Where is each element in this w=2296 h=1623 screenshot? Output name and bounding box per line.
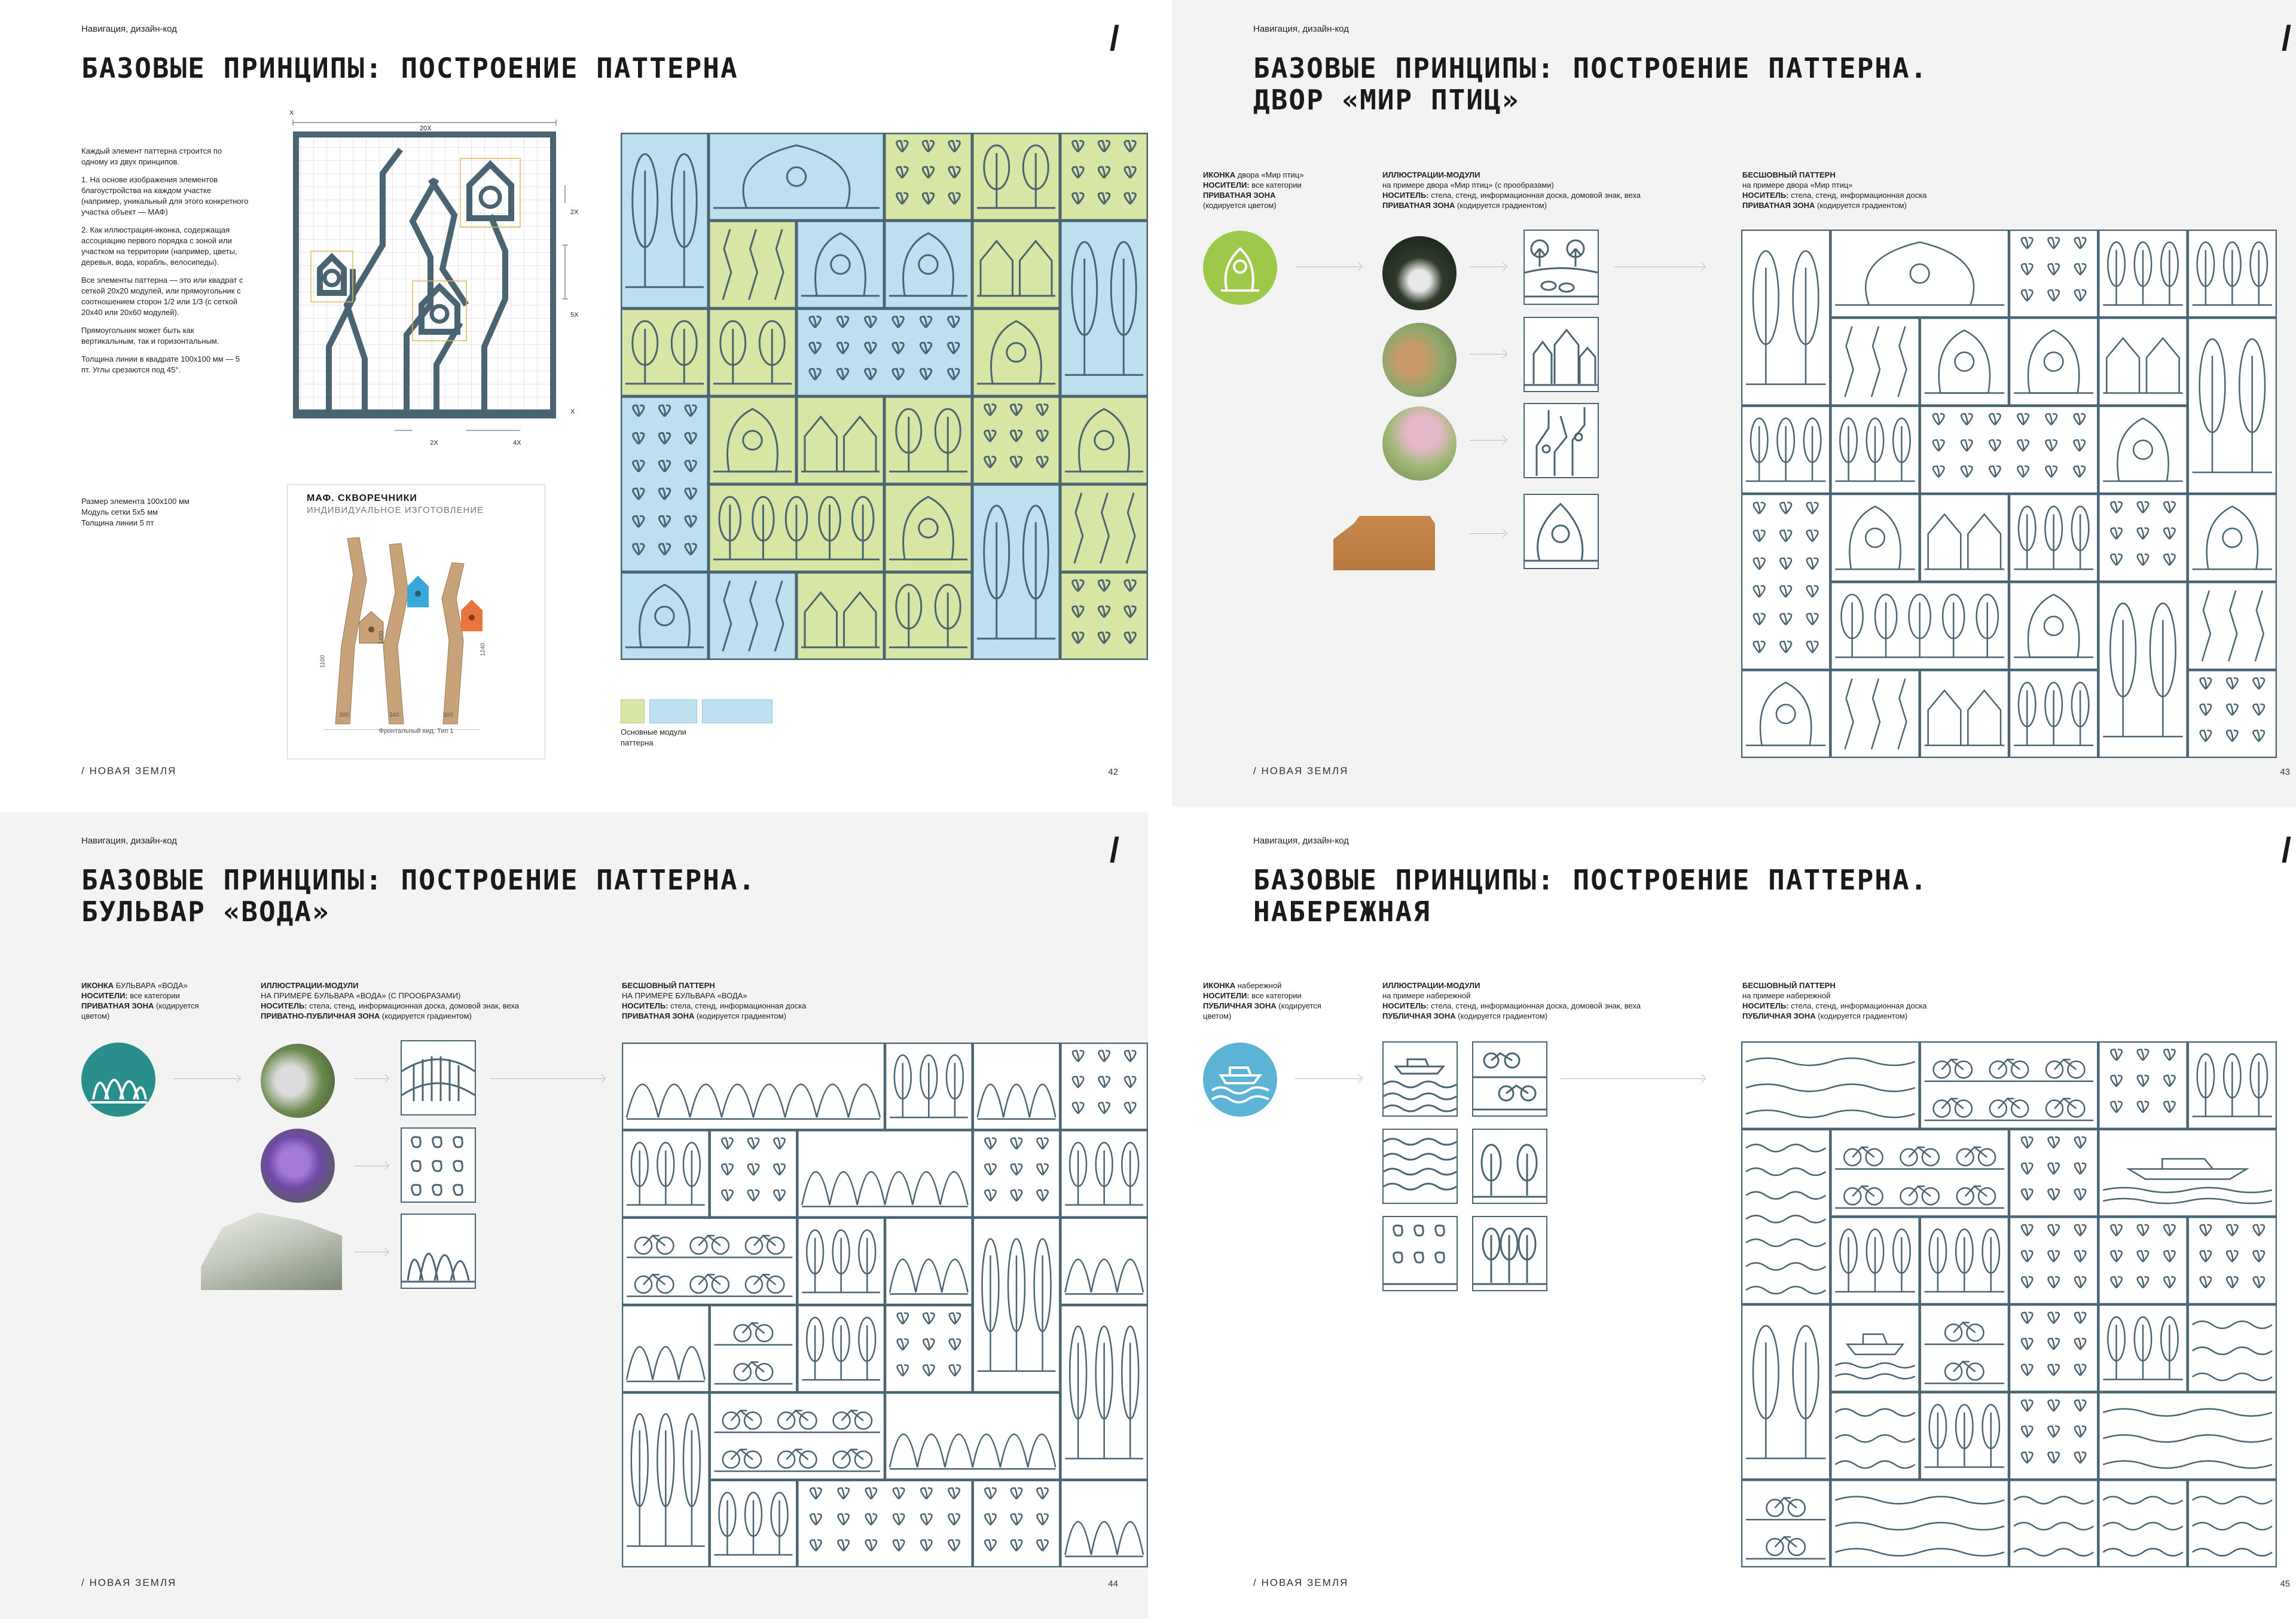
- caption-key: НОСИТЕЛЬ:: [1742, 1001, 1789, 1010]
- pattern-tile-waves: [1742, 1042, 1919, 1129]
- pattern-tile-hills: [886, 1218, 972, 1304]
- pattern-tile-waves: [1831, 1480, 2008, 1567]
- page-title: БАЗОВЫЕ ПРИНЦИПЫ: ПОСТРОЕНИЕ ПАТТЕРНА. НАБЕРЕЖНАЯ: [1253, 864, 1928, 928]
- pattern-tile-houses: [1921, 671, 2008, 757]
- pattern-tile-leaves: [2099, 1042, 2187, 1129]
- module-tile: [1382, 1216, 1458, 1291]
- maf-dim-1240: 1240: [480, 643, 487, 656]
- pattern-tile-egg: [2188, 494, 2276, 581]
- pattern-tile-leaves: [973, 1130, 1060, 1217]
- modules-caption: [261, 980, 596, 1021]
- pattern-tile-leaves: [2188, 671, 2276, 757]
- pattern-tile-trees: [2010, 671, 2097, 757]
- pattern-tile-leaves: [2099, 1217, 2187, 1304]
- pattern-tile-leaves: [2099, 494, 2187, 581]
- pattern-tile-poles: [1061, 485, 1147, 571]
- caption-key: ИЛЛЮСТРАЦИИ-МОДУЛИ: [1382, 981, 1480, 990]
- caption-key: ПРИВАТНАЯ ЗОНА: [1742, 201, 1815, 210]
- page-number: 45: [2280, 1579, 2290, 1589]
- pattern-tile-leaves: [1061, 133, 1147, 220]
- pattern-tile-egg: [885, 485, 972, 571]
- pattern-tile-leaves: [973, 397, 1060, 484]
- pattern-tile-leaves: [1921, 406, 2098, 493]
- modules-caption: [1382, 980, 1717, 1021]
- pattern-tile-trees: [798, 1218, 884, 1304]
- pattern-tile-trees: [1061, 1306, 1147, 1480]
- arrow: [1470, 533, 1506, 534]
- pattern-tile-egg: [2010, 318, 2097, 405]
- pattern-tile-egg: [973, 309, 1060, 396]
- pattern-tile-leaves: [1061, 573, 1147, 659]
- module-tile: [1523, 230, 1599, 305]
- pattern-tile-trees: [1061, 1130, 1147, 1217]
- icon-caption: [81, 980, 225, 1021]
- birds-icon: [1203, 231, 1277, 305]
- caption-text: (кодируется градиентом): [1458, 1011, 1548, 1020]
- dim-2x: 2X: [570, 209, 579, 216]
- pattern-tile-trees: [886, 1043, 972, 1129]
- pattern-tile-poles: [1831, 318, 1919, 405]
- photo-4: [1333, 493, 1435, 570]
- module-tile: [401, 1214, 476, 1289]
- pattern-tile-hills: [1061, 1481, 1147, 1567]
- pattern-tile-egg: [797, 221, 884, 308]
- arrow: [490, 1078, 604, 1079]
- pattern-tile-leaves: [1742, 494, 1830, 670]
- caption-text: НА ПРИМЕРЕ БУЛЬВАРА «ВОДА» (С ПРООБРАЗАМИ): [261, 991, 461, 1000]
- caption-key: НОСИТЕЛЬ:: [261, 1001, 307, 1010]
- caption-key: НОСИТЕЛЬ:: [622, 1001, 668, 1010]
- page-title: БАЗОВЫЕ ПРИНЦИПЫ: ПОСТРОЕНИЕ ПАТТЕРНА. ДВОР «МИР ПТИЦ»: [1253, 52, 1928, 116]
- arrow: [173, 1078, 239, 1079]
- dim-4x: 4X: [513, 439, 521, 447]
- pattern-tile-egg: [1061, 397, 1147, 484]
- pattern-tile-bikes: [622, 1218, 796, 1304]
- caption-text: (кодируется градиентом): [1457, 201, 1547, 210]
- module-tile: [1382, 1129, 1458, 1204]
- pattern-tile-egg: [1742, 671, 1830, 757]
- slash-mark: /: [2281, 831, 2291, 870]
- photo-3: [201, 1212, 342, 1290]
- pattern-caption: [1742, 980, 2077, 1021]
- footer-brand: / НОВАЯ ЗЕМЛЯ: [1253, 1577, 1349, 1588]
- pattern-tile-egg: [1831, 494, 1919, 581]
- swatch-blue-wide: [702, 699, 773, 723]
- slash-mark: /: [1109, 19, 1119, 58]
- intro-text: Каждый элемент паттерна строится по одному из двух принципов.: [81, 146, 222, 166]
- principle-2: 2. Как иллюстрация-иконка, содержащая ассоциацию первого порядка с зоной или участком на территории (например, цветы, деревья, вода, корабль, велосипеды).: [81, 225, 237, 267]
- caption-text: набережной: [1237, 981, 1282, 990]
- caption-key: ИЛЛЮСТРАЦИИ-МОДУЛИ: [261, 981, 359, 990]
- caption-key: ПРИВАТНАЯ ЗОНА: [622, 1011, 695, 1020]
- module-tile: [1523, 403, 1599, 478]
- rule-orientation: Прямоугольник может быть как вертикальным, так и горизонтальным.: [81, 326, 219, 346]
- caption-text: двора «Мир птиц»: [1237, 170, 1304, 179]
- pattern-tile-egg: [1831, 230, 2008, 317]
- pattern-tile-hills: [1061, 1218, 1147, 1304]
- principles-text: [81, 146, 249, 375]
- pattern-tile-waves: [2099, 1480, 2187, 1567]
- pattern-tile-trees: [2188, 1042, 2276, 1129]
- page-42: [0, 0, 1148, 807]
- caption-text: стела, стенд, информационная доска, домовой знак, веха: [1431, 191, 1641, 200]
- dim-5x: 5X: [570, 311, 579, 319]
- pattern-tile-trees: [1921, 1217, 2008, 1304]
- pattern-tile-hills: [622, 1306, 709, 1392]
- modules-caption: [1382, 170, 1717, 210]
- module-tile: [1382, 1041, 1458, 1117]
- page-number: 43: [2280, 767, 2290, 777]
- pattern-tile-leaves: [2010, 1305, 2097, 1392]
- caption-text: стела, стенд, информационная доска: [670, 1001, 807, 1010]
- maf-dim-1400: 1400: [378, 631, 385, 644]
- pattern-tile-trees: [709, 485, 884, 571]
- pattern-tile-houses: [797, 573, 884, 659]
- pattern-tile-trees: [973, 133, 1060, 220]
- pattern-tile-leaves: [885, 133, 972, 220]
- caption-text: стела, стенд, информационная доска: [1791, 191, 1927, 200]
- pattern-tile-leaves: [2010, 230, 2097, 317]
- seamless-pattern: [1741, 230, 2277, 758]
- caption-key: ПУБЛИЧНАЯ ЗОНА: [1203, 1001, 1277, 1010]
- pattern-tile-trees: [973, 1218, 1060, 1392]
- pattern-tile-waves: [2188, 1480, 2276, 1567]
- caption-key: НОСИТЕЛЬ:: [1742, 191, 1789, 200]
- pattern-tile-bikes: [1921, 1042, 2098, 1129]
- construction-diagram: [287, 108, 598, 447]
- caption-text: все категории: [1251, 991, 1302, 1000]
- caption-text: все категории: [130, 991, 180, 1000]
- pattern-tile-egg: [709, 397, 796, 484]
- caption-key: БЕСШОВНЫЙ ПАТТЕРН: [1742, 981, 1836, 990]
- pattern-tile-trees: [1061, 221, 1147, 396]
- caption-key: ИКОНКА: [1203, 170, 1236, 179]
- caption-text: (кодируется цветом): [1203, 201, 1277, 210]
- section-nav: Навигация, дизайн-код: [1253, 836, 1349, 846]
- pattern-tile-trees: [885, 397, 972, 484]
- pattern-tile-waves: [2099, 1393, 2276, 1480]
- pattern-tile-leaves: [2010, 1393, 2097, 1480]
- pattern-tile-trees: [973, 485, 1060, 659]
- module-tile: [1472, 1216, 1547, 1291]
- caption-key: ПУБЛИЧНАЯ ЗОНА: [1742, 1011, 1816, 1020]
- caption-key: НОСИТЕЛИ:: [1203, 181, 1250, 189]
- caption-text: на примере набережной: [1742, 991, 1831, 1000]
- caption-key: НОСИТЕЛИ:: [81, 991, 128, 1000]
- seamless-pattern: [622, 1043, 1148, 1567]
- module-tile: [401, 1040, 476, 1115]
- pattern-tile-trees: [798, 1306, 884, 1392]
- maf-subtitle: ИНДИВИДУАЛЬНОЕ ИЗГОТОВЛЕНИЕ: [307, 505, 484, 515]
- pattern-tile-trees: [1831, 406, 1919, 493]
- caption-text: НА ПРИМЕРЕ БУЛЬВАРА «ВОДА»: [622, 991, 747, 1000]
- caption-text: на примере двора «Мир птиц»: [1742, 181, 1853, 189]
- pattern-tile-trees: [1831, 582, 2008, 669]
- photo-2: [261, 1129, 335, 1203]
- pattern-tile-bikes: [1831, 1130, 2008, 1217]
- pattern-tile-trees: [2099, 1305, 2187, 1392]
- pattern-tile-egg: [621, 573, 708, 659]
- icon-caption: [1203, 980, 1347, 1021]
- pattern-tile-leaves: [798, 1481, 972, 1567]
- pattern-tile-trees: [709, 309, 796, 396]
- pattern-tile-trees: [2010, 494, 2097, 581]
- pattern-tile-houses: [2099, 318, 2187, 405]
- pattern-tile-trees: [1831, 1217, 1919, 1304]
- pattern-tile-leaves: [886, 1306, 972, 1392]
- pattern-tile-trees: [2099, 582, 2187, 757]
- caption-text: стела, стенд, информационная доска, домовой знак, веха: [1431, 1001, 1641, 1010]
- pattern-tile-houses: [1921, 494, 2008, 581]
- pattern-tile-bikes: [1742, 1480, 1830, 1567]
- photo-2: [1382, 323, 1457, 397]
- pattern-tile-waves: [1742, 1130, 1830, 1304]
- pattern-tile-leaves: [621, 397, 708, 571]
- pattern-tile-trees: [621, 309, 708, 396]
- arrow: [1295, 1078, 1361, 1079]
- pattern-tile-trees: [2188, 230, 2276, 317]
- pattern-tile-poles: [2188, 582, 2276, 669]
- pattern-tile-bikes: [710, 1393, 884, 1479]
- page-45: [1172, 812, 2296, 1619]
- rule-shapes: Все элементы паттерна — это или квадрат с сеткой 20х20 модулей, или прямоугольник с соотношением сторон 1/2 или 1/3 (с сеткой 20х40 или 20х60 модулей).: [81, 276, 243, 317]
- maf-dim-300a: 300: [339, 712, 349, 719]
- caption-key: БЕСШОВНЫЙ ПАТТЕРН: [1742, 170, 1836, 179]
- pattern-tile-leaves: [797, 309, 972, 396]
- caption-key: ПУБЛИЧНАЯ ЗОНА: [1382, 1011, 1456, 1020]
- swatch-green: [621, 699, 645, 723]
- icon-caption: [1203, 170, 1335, 210]
- pattern-tile-ship: [2099, 1130, 2276, 1217]
- caption-text: (кодируется градиентом): [1817, 201, 1907, 210]
- pattern-tile-bikes: [1921, 1305, 2008, 1392]
- caption-text: (кодируется градиентом): [697, 1011, 786, 1020]
- caption-text: (кодируется цветом): [81, 1001, 199, 1020]
- caption-key: ИКОНКА: [81, 981, 114, 990]
- page-number: 44: [1108, 1579, 1118, 1589]
- dim-20x: 20X: [420, 125, 432, 132]
- pattern-tile-hills: [798, 1130, 972, 1217]
- section-nav: Навигация, дизайн-код: [81, 24, 177, 34]
- maf-title: МАФ. СКВОРЕЧНИКИ: [307, 493, 417, 503]
- module-tile: [1523, 317, 1599, 392]
- dim-x: X: [289, 109, 294, 117]
- maf-caption: Фронтальный вид. Тип 1: [378, 728, 454, 735]
- pattern-tile-bikes: [710, 1306, 797, 1392]
- maf-dim-300b: 300: [443, 712, 453, 719]
- pattern-tile-trees: [1742, 1305, 1830, 1479]
- pattern-tile-ship: [1831, 1305, 1919, 1392]
- pattern-tile-egg: [709, 133, 884, 220]
- pattern-tile-trees: [621, 133, 708, 308]
- page-44: [0, 812, 1148, 1619]
- caption-key: ИЛЛЮСТРАЦИИ-МОДУЛИ: [1382, 170, 1480, 179]
- caption-key: НОСИТЕЛЬ:: [1382, 191, 1429, 200]
- caption-text: на примере двора «Мир птиц» (с прообразами): [1382, 181, 1554, 189]
- pattern-tile-leaves: [2010, 1217, 2097, 1304]
- page-43: [1172, 0, 2296, 807]
- module-tile: [401, 1127, 476, 1203]
- arrow: [1470, 440, 1506, 441]
- page-title: БАЗОВЫЕ ПРИНЦИПЫ: ПОСТРОЕНИЕ ПАТТЕРНА: [81, 52, 738, 84]
- slash-mark: /: [2281, 19, 2291, 58]
- arrow: [1561, 1078, 1704, 1079]
- maf-dim-340: 340: [389, 712, 399, 719]
- ship-icon: [1203, 1043, 1277, 1117]
- pattern-tile-houses: [973, 221, 1060, 308]
- footer-brand: / НОВАЯ ЗЕМЛЯ: [81, 765, 177, 777]
- modules-caption: Основные модули паттерна: [621, 728, 686, 747]
- birdhouse-drawing: [288, 527, 545, 730]
- pattern-tile-trees: [1921, 1393, 2008, 1480]
- principle-1: 1. На основе изображения элементов благоустройства на каждом участке (например, уникальный для этого конкретного участка объект — МАФ): [81, 175, 249, 216]
- photo-3: [1382, 406, 1457, 481]
- caption-text: стела, стенд, информационная доска, домовой знак, веха: [309, 1001, 520, 1010]
- pattern-caption: [622, 980, 957, 1021]
- module-tile: [1523, 494, 1599, 569]
- maf-card: [287, 484, 545, 759]
- photo-1: [1382, 236, 1457, 310]
- pattern-tile-egg: [885, 221, 972, 308]
- caption-key: ПРИВАТНАЯ ЗОНА: [81, 1001, 154, 1010]
- section-nav: Навигация, дизайн-код: [81, 836, 177, 846]
- pattern-tile-poles: [1831, 671, 1919, 757]
- pattern-tile-trees: [2099, 230, 2187, 317]
- maf-dim-1100: 1100: [319, 655, 326, 668]
- seamless-pattern: [1741, 1041, 2277, 1567]
- pattern-tile-leaves: [973, 1481, 1060, 1567]
- caption-key: ПРИВАТНАЯ ЗОНА: [1382, 201, 1455, 210]
- pattern-tile-hills: [886, 1393, 1060, 1479]
- pattern-tile-waves: [2188, 1305, 2276, 1392]
- footer-brand: / НОВАЯ ЗЕМЛЯ: [81, 1577, 177, 1588]
- pattern-tile-leaves: [1061, 1043, 1147, 1129]
- caption-key: ИКОНКА: [1203, 981, 1236, 990]
- caption-text: (кодируется градиентом): [1818, 1011, 1908, 1020]
- caption-text: на примере набережной: [1382, 991, 1471, 1000]
- pattern-tile-leaves: [710, 1130, 797, 1217]
- pattern-tile-trees: [622, 1130, 709, 1217]
- pattern-tile-hills: [973, 1043, 1060, 1129]
- pattern-tile-trees: [885, 573, 972, 659]
- footer-brand: / НОВАЯ ЗЕМЛЯ: [1253, 765, 1349, 777]
- arrow: [354, 1078, 387, 1079]
- caption-key: НОСИТЕЛЬ:: [1382, 1001, 1429, 1010]
- caption-text: (кодируется цветом): [1203, 1001, 1321, 1020]
- pattern-tile-egg: [2010, 582, 2097, 669]
- water-icon: [81, 1043, 155, 1117]
- rule-line: Толщина линии в квадрате 100х100 мм — 5 пт. Углы срезаются под 45°.: [81, 354, 240, 374]
- caption-text: (кодируется градиентом): [381, 1011, 472, 1020]
- caption-text: стела, стенд, информационная доска: [1791, 1001, 1927, 1010]
- pattern-tile-waves: [2010, 1480, 2097, 1567]
- page-number: 42: [1108, 767, 1118, 777]
- dim-x-right: X: [570, 408, 575, 415]
- colored-pattern: [621, 133, 1148, 660]
- pattern-tile-trees: [622, 1393, 709, 1567]
- pattern-tile-egg: [1921, 318, 2008, 405]
- caption-text: БУЛЬВАРА «ВОДА»: [115, 981, 188, 990]
- pattern-tile-trees: [2188, 318, 2276, 493]
- slash-mark: /: [1109, 831, 1119, 870]
- pattern-tile-poles: [709, 221, 796, 308]
- photo-1: [261, 1044, 335, 1118]
- module-tile: [1472, 1129, 1547, 1204]
- pattern-tile-leaves: [2188, 1217, 2276, 1304]
- caption-key: НОСИТЕЛИ:: [1203, 991, 1250, 1000]
- element-spec: Размер элемента 100х100 мм Модуль сетки 5х5 мм Толщина линии 5 пт: [81, 497, 190, 527]
- caption-key: ПРИВАТНО-ПУБЛИЧНАЯ ЗОНА: [261, 1011, 380, 1020]
- pattern-tile-houses: [797, 397, 884, 484]
- page-title: БАЗОВЫЕ ПРИНЦИПЫ: ПОСТРОЕНИЕ ПАТТЕРНА. БУЛЬВАР «ВОДА»: [81, 864, 756, 928]
- pattern-tile-leaves: [2010, 1130, 2097, 1217]
- pattern-tile-trees: [1742, 230, 1830, 405]
- pattern-tile-trees: [1742, 406, 1830, 493]
- pattern-tile-trees: [710, 1481, 797, 1567]
- swatch-blue-square: [649, 699, 697, 723]
- pattern-tile-hills: [622, 1043, 884, 1129]
- section-nav: Навигация, дизайн-код: [1253, 24, 1349, 34]
- pattern-caption: [1742, 170, 2077, 210]
- caption-text: все категории: [1251, 181, 1302, 189]
- pattern-tile-waves: [1831, 1393, 1919, 1480]
- caption-key: БЕСШОВНЫЙ ПАТТЕРН: [622, 981, 715, 990]
- dim-2x-bottom: 2X: [430, 439, 438, 447]
- pattern-tile-egg: [2099, 406, 2187, 493]
- pattern-tile-poles: [709, 573, 796, 659]
- module-tile: [1472, 1041, 1547, 1117]
- caption-key: ПРИВАТНАЯ ЗОНА: [1203, 191, 1276, 200]
